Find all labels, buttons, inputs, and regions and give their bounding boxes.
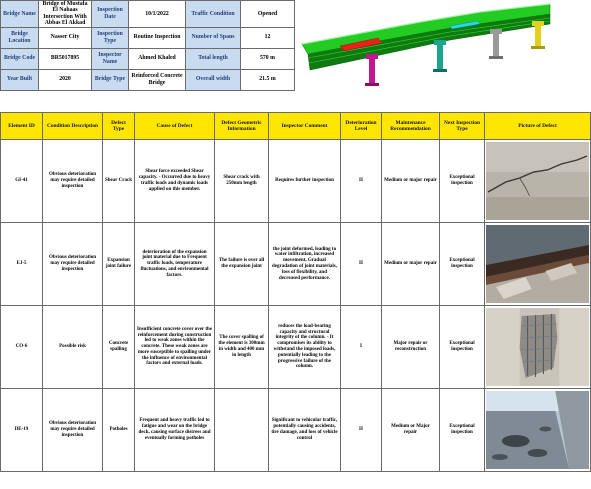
inspector-comment: Requires further inspection	[269, 140, 341, 223]
info-row-3	[1, 48, 295, 69]
condition-description: Obvious deterioration may require detailed inspection	[43, 223, 103, 306]
inspection-date-value: 10/1/2022	[129, 1, 186, 28]
deterioration-level: II	[341, 140, 382, 223]
cause-of-defect: Insufficient concrete cover over the reinforcement during construction led to weak zones within the concrete. These weak zones are more susceptible to spalling under the influence of environmental factors and external loads.	[135, 306, 215, 389]
inspector-comment: reduces the load-bearing capacity and structural integrity of the column. - It compromises its ability to withstand the imposed loads, potentially leading to the progressive failure of the column.	[269, 306, 341, 389]
shear-crack-photo	[486, 142, 589, 220]
header-picture: Picture of Defect	[485, 113, 591, 140]
header-geometric-info: Defect Geometric Information	[215, 113, 269, 140]
next-inspection-type: Exceptional inspection	[440, 306, 485, 389]
element-id: CO-6	[1, 306, 43, 389]
header-inspector-comment: Inspector Comment	[269, 113, 341, 140]
info-row-4	[1, 69, 295, 90]
defect-type: Potholes	[103, 389, 135, 472]
next-inspection-type: Exceptional inspection	[440, 140, 485, 223]
info-row-2	[1, 27, 295, 48]
inspector-comment: Significant to vehicular traffic, potentially causing accidents, tire damage, and loss of vehicle control	[269, 389, 341, 472]
table-row[interactable]	[1, 140, 591, 223]
bridge-type-value: Reinforced Concrete Bridge	[129, 69, 186, 90]
spalling-photo	[486, 308, 589, 386]
defect-table	[0, 112, 591, 472]
pier-teal[interactable]	[433, 40, 447, 72]
deterioration-level: II	[341, 389, 382, 472]
maintenance-recommendation: Medium or Major repair	[382, 389, 440, 472]
bridge-model-drawing	[300, 0, 550, 108]
header-element-id: Element ID	[1, 113, 43, 140]
maintenance-recommendation: Medium or major repair	[382, 223, 440, 306]
pier-yellow[interactable]	[531, 21, 545, 49]
number-of-spans-label: Number of Spans	[186, 27, 241, 48]
geometric-info: The failure is over all the expansion joint	[215, 223, 269, 306]
pier-magenta[interactable]	[365, 54, 379, 86]
defect-type: Concrete spalling	[103, 306, 135, 389]
inspector-name-value: Ahmed Khaled	[129, 48, 186, 69]
header-condition-description: Condition Description	[43, 113, 103, 140]
element-id: EJ-5	[1, 223, 43, 306]
defect-picture-cell[interactable]	[485, 223, 591, 306]
cause-of-defect: deterioration of the expansion joint material due to Frequent traffic loads, temperature fluctuations, and environmental factors.	[135, 223, 215, 306]
deterioration-level: II	[341, 223, 382, 306]
defect-table-header	[1, 113, 591, 140]
condition-description: Possible risk	[43, 306, 103, 389]
condition-description: Obvious deterioration may require detailed inspection	[43, 389, 103, 472]
cause-of-defect: Shear force exceeded Shear capacity. - Occurred due to heavy traffic loads and dynamic loads applied on this member.	[135, 140, 215, 223]
bridge-3d-model[interactable]	[300, 0, 550, 108]
number-of-spans-value: 12	[241, 27, 295, 48]
traffic-condition-value: Opened	[241, 1, 295, 28]
geometric-info	[215, 389, 269, 472]
table-row[interactable]	[1, 306, 591, 389]
inspector-name-label: Inspector Name	[92, 48, 129, 69]
inspection-date-label: Inspection Date	[92, 1, 129, 28]
header-cause-of-defect: Cause of Defect	[135, 113, 215, 140]
bridge-location-value: Nasser City	[39, 27, 92, 48]
header-defect-type: Defect Type	[103, 113, 135, 140]
year-built-value: 2020	[39, 69, 92, 90]
defect-type: Expansion joint failure	[103, 223, 135, 306]
overall-width-label: Overall width	[186, 69, 241, 90]
pier-grey[interactable]	[489, 29, 503, 59]
info-row-1	[1, 1, 295, 28]
bridge-name-label: Bridge Name	[1, 1, 39, 28]
defect-picture-cell[interactable]	[485, 306, 591, 389]
bridge-type-label: Bridge Type	[92, 69, 129, 90]
year-built-label: Year Built	[1, 69, 39, 90]
defect-type: Shear Crack	[103, 140, 135, 223]
next-inspection-type: Exceptional inspection	[440, 223, 485, 306]
header-deterioration-level: Deterioration Level	[341, 113, 382, 140]
header-next-inspection: Next Inspection Type	[440, 113, 485, 140]
inspection-type-label: Inspection Type	[92, 27, 129, 48]
table-row[interactable]	[1, 389, 591, 472]
header-maintenance: Maintenance Recommendation	[382, 113, 440, 140]
total-length-value: 570 m	[241, 48, 295, 69]
pothole-photo	[486, 391, 589, 469]
cause-of-defect: Frequent and heavy traffic led to fatigue and wear on the bridge deck, causing surface distress and eventually forming potholes	[135, 389, 215, 472]
bridge-location-label: Bridge Location	[1, 27, 39, 48]
condition-description: Obvious deterioration may require detailed inspection	[43, 140, 103, 223]
bridge-code-value: BR5017895	[39, 48, 92, 69]
overall-width-value: 21.5 m	[241, 69, 295, 90]
defect-picture-cell[interactable]	[485, 389, 591, 472]
traffic-condition-label: Traffic Condition	[186, 1, 241, 28]
deterioration-level: I	[341, 306, 382, 389]
inspection-type-value: Routine Inspection	[129, 27, 186, 48]
element-id: GI-41	[1, 140, 43, 223]
next-inspection-type: Exceptional inspection	[440, 389, 485, 472]
maintenance-recommendation: Major repair or reconstruction	[382, 306, 440, 389]
table-row[interactable]	[1, 223, 591, 306]
maintenance-recommendation: Medium or major repair	[382, 140, 440, 223]
defect-picture-cell[interactable]	[485, 140, 591, 223]
element-id: DE-19	[1, 389, 43, 472]
geometric-info: Shear crack with 250mm length	[215, 140, 269, 223]
bridge-code-label: Bridge Code	[1, 48, 39, 69]
bridge-info-table	[0, 0, 295, 91]
bridge-name-value: Bridge of Mustafa El Nahaas Intersection With Abbas El Akkad	[39, 1, 92, 28]
total-length-label: Total length	[186, 48, 241, 69]
inspector-comment: the joint deformed, leading to water infiltration, increased movement, Gradual degradation of joint materials, loss of flexibility, and decreased performance.	[269, 223, 341, 306]
geometric-info: The cover spalling of the element is 300mm in width and 400 mm in length	[215, 306, 269, 389]
expansion-joint-photo	[486, 225, 589, 303]
